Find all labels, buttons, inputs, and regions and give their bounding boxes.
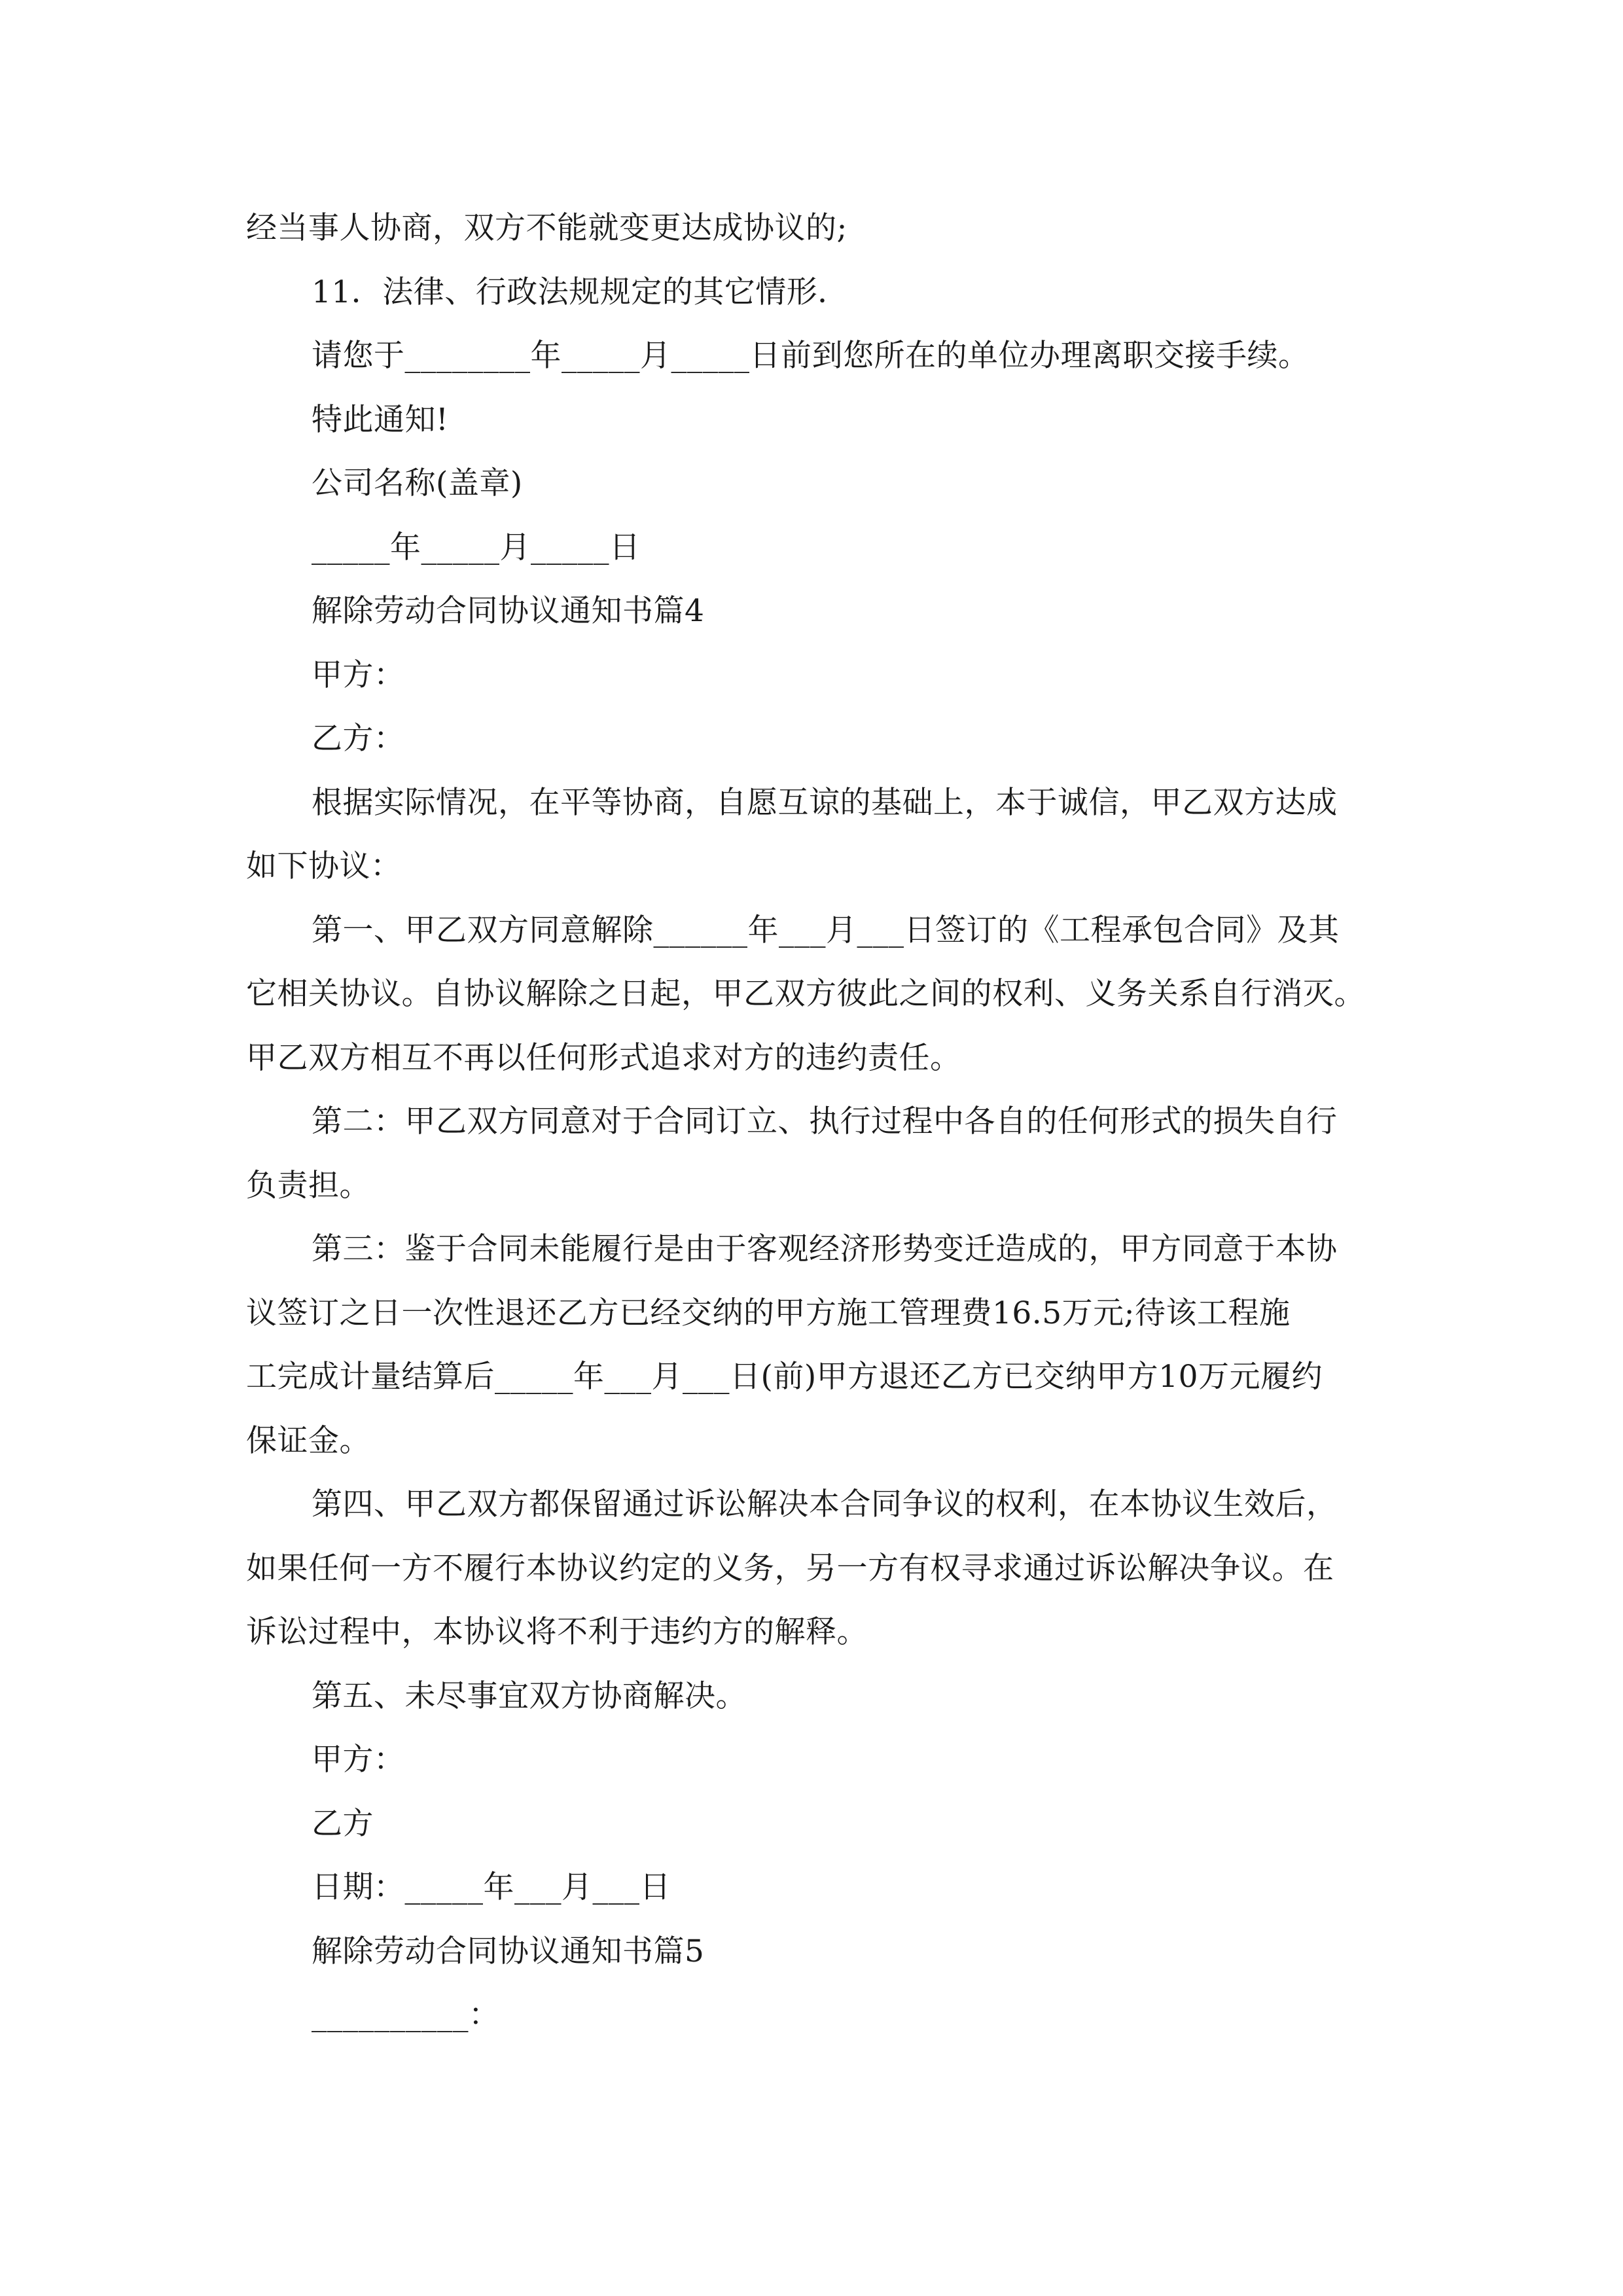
addressee-blank-line: __________： bbox=[312, 1997, 500, 2033]
paragraph-line: 根据实际情况，在平等协商，自愿互谅的基础上，本于诚信，甲乙双方达成 bbox=[312, 785, 1338, 821]
paragraph-line: 诉讼过程中，本协议将不利于违约方的解释。 bbox=[246, 1614, 868, 1650]
section-heading-4: 解除劳动合同协议通知书篇4 bbox=[312, 593, 705, 629]
party-b-signature-label: 乙方 bbox=[312, 1806, 374, 1842]
handover-deadline-line: 请您于________年_____月_____日前到您所在的单位办理离职交接手续。 bbox=[312, 338, 1310, 374]
section-heading-5: 解除劳动合同协议通知书篇5 bbox=[312, 1933, 705, 1969]
party-a-label: 甲方： bbox=[312, 657, 405, 693]
party-b-label: 乙方： bbox=[312, 721, 405, 757]
paragraph-line: 它相关协议。自协议解除之日起，甲乙双方彼此之间的权利、义务关系自行消灭。 bbox=[246, 976, 1365, 1012]
date-blank-line: _____年_____月_____日 bbox=[312, 529, 641, 565]
paragraph-line: 如下协议： bbox=[246, 848, 402, 884]
party-a-signature-label: 甲方： bbox=[312, 1742, 405, 1778]
paragraph-line: 如果任何一方不履行本协议约定的义务，另一方有权寻求通过诉讼解决争议。在 bbox=[246, 1551, 1334, 1587]
paragraph-line: 第三：鉴于合同未能履行是由于客观经济形势变迁造成的，甲方同意于本协 bbox=[312, 1231, 1338, 1267]
signature-date-line: 日期：_____年___月___日 bbox=[312, 1869, 671, 1905]
paragraph-line: 工完成计量结算后_____年___月___日(前)甲方退还乙方已交纳甲方10万元履约 bbox=[246, 1359, 1323, 1395]
paragraph-line: 第一、甲乙双方同意解除______年___月___日签订的《工程承包合同》及其 bbox=[312, 912, 1340, 948]
company-name-seal-line: 公司名称(盖章) bbox=[312, 465, 523, 501]
paragraph-line: 议签订之日一次性退还乙方已经交纳的甲方施工管理费16.5万元;待该工程施 bbox=[246, 1295, 1291, 1331]
paragraph-line: 经当事人协商，双方不能就变更达成协议的; bbox=[246, 210, 847, 246]
notice-closing-line: 特此通知! bbox=[312, 402, 449, 438]
paragraph-line: 负责担。 bbox=[246, 1168, 370, 1204]
paragraph-line: 甲乙双方相互不再以任何形式追求对方的违约责任。 bbox=[246, 1040, 961, 1076]
paragraph-line: 第四、甲乙双方都保留通过诉讼解决本合同争议的权利，在本协议生效后， bbox=[312, 1486, 1338, 1522]
paragraph-line: 第五、未尽事宜双方协商解决。 bbox=[312, 1678, 747, 1714]
clause-11-line: 11．法律、行政法规规定的其它情形． bbox=[312, 274, 849, 310]
paragraph-line: 第二：甲乙双方同意对于合同订立、执行过程中各自的任何形式的损失自行 bbox=[312, 1103, 1338, 1139]
paragraph-line: 保证金。 bbox=[246, 1423, 370, 1459]
